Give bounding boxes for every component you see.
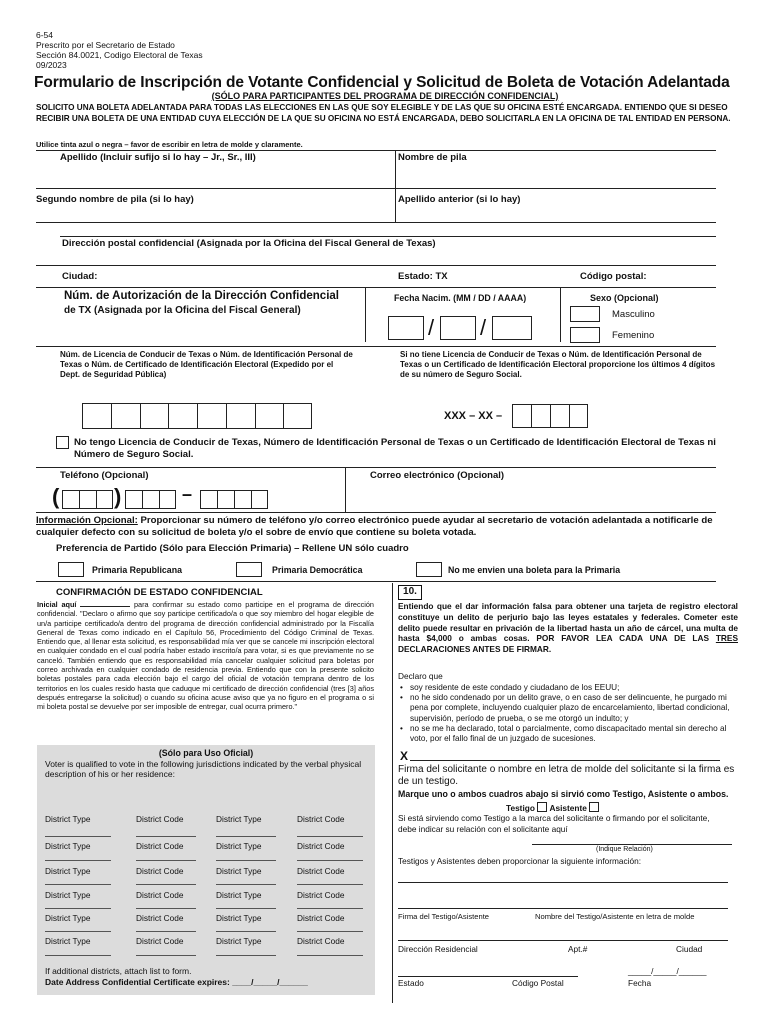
- relation-caption: (Indique Relación): [596, 846, 653, 853]
- section-10-number: 10.: [398, 585, 422, 600]
- male-label: Masculino: [612, 309, 655, 320]
- optional-info: Información Opcional: Proporcionar su número de teléfono y/o correo electrónico puede ayudar al secretario de votación adelantada a notificarle de cualquier defecto con su solicitud de boleta y/o el sobre de envío que contiene su boleta votada.: [36, 515, 713, 538]
- declaration-list: [400, 683, 738, 744]
- official-use-title: (Sólo para Uso Oficial): [158, 748, 254, 758]
- dob-year-box[interactable]: [492, 316, 532, 340]
- form-subtitle: (SÓLO PARA PARTICIPANTES DEL PROGRAMA DE DIRECCIÓN CONFIDENCIAL): [211, 91, 559, 101]
- assistant-checkbox[interactable]: [589, 802, 599, 812]
- perjury-warning: Entiendo que el dar información falsa para obtener una tarjeta de registro electoral constituye un delito de perjurio bajo las leyes estatales y federales. Cometer este delito puede resultar en privación de la libertad hasta un año de cárcel, una multa de hasta $4,000 o ambas cosas. POR FAVOR LEA CADA UNA DE LAS TRES DECLARACIONES ANTES DE FIRMAR.: [398, 601, 738, 655]
- attach-note: If additional districts, attach list to form.: [45, 966, 192, 976]
- last-name-label: Apellido (Incluir sufijo si lo hay – Jr., Sr., III): [60, 152, 256, 163]
- state-label: Estado: TX: [398, 271, 448, 282]
- request-statement: SOLICITO UNA BOLETA ADELANTADA PARA TODAS LAS ELECCIONES EN LAS QUE SOY ELEGIBLE Y DE LAS QUE SU OFICINA ESTÉ ENCARGADA. ENTIENDO QUE SI DESEO RECIBIR UNA BOLETA DE UNA ENTIDAD CUYA ELECCIÓN DE LA QUE SU OFICINA NO ESTÁ ENCARGADA, DEBO SOLICITARLA EN LA OFICINA DE TAL ENTIDAD EN PERSONA.: [36, 103, 731, 123]
- signature-x: X: [400, 749, 409, 763]
- dob-day-box[interactable]: [440, 316, 476, 340]
- residence-line[interactable]: [398, 940, 728, 941]
- auth-number-label-line2: de TX (Asignada por la Oficina del Fiscal General): [64, 305, 301, 316]
- witness-name-label: Nombre del Testigo/Asistente en letra de molde: [535, 912, 695, 921]
- no-id-label: No tengo Licencia de Conducir de Texas, Número de Identificación Personal de Texas o un Certificado de Identificación Electoral de Texas ni Número de Seguro Social.: [74, 437, 716, 460]
- democratic-checkbox[interactable]: [236, 562, 262, 577]
- relation-line[interactable]: [532, 844, 732, 845]
- city-label: Ciudad:: [62, 271, 98, 282]
- middle-name-label: Segundo nombre de pila (si lo hay): [36, 194, 194, 205]
- form-title: Formulario de Inscripción de Votante Confidencial y Solicitud de Boleta de Votación Adelantada: [34, 74, 730, 91]
- witness-signature-line[interactable]: [398, 908, 728, 909]
- declaration-item: • soy residente de este condado y ciudadano de los EEUU;: [400, 683, 738, 693]
- form-number: 6-54: [36, 30, 54, 40]
- first-name-label: Nombre de pila: [398, 152, 467, 163]
- form-date: 09/2023: [36, 60, 67, 70]
- witness-checkbox[interactable]: [537, 802, 547, 812]
- code-section: Sección 84.0021, Codigo Electoral de Texas: [36, 50, 203, 60]
- no-id-checkbox[interactable]: [56, 436, 69, 449]
- witness-info-label: Testigos y Asistentes deben proporcionar la siguiente información:: [398, 856, 642, 866]
- female-label: Femenino: [612, 330, 655, 341]
- residence-label: Dirección Residencial: [398, 944, 478, 954]
- no-primary-ballot-checkbox[interactable]: [416, 562, 442, 577]
- republican-checkbox[interactable]: [58, 562, 84, 577]
- state-zip-line[interactable]: [398, 976, 578, 977]
- prescribed-by: Prescrito por el Secretario de Estado: [36, 40, 175, 50]
- dl-number-boxes[interactable]: [82, 403, 312, 429]
- ssn-last4-boxes[interactable]: [512, 404, 588, 428]
- date-fill-line[interactable]: _____/_____/______: [628, 966, 707, 976]
- phone-area-boxes[interactable]: [62, 490, 113, 509]
- date-label: Fecha: [628, 978, 652, 988]
- declaration-item: • no he sido condenado por un delito grave, o en caso de ser delincuente, he purgado mi pena por complete, incluyendo cualquier plazo de encarcelamiento, libertad condicional, supervisión, período de prueba, o se me otorgó un indulto; y: [400, 693, 738, 724]
- initial-here-line[interactable]: [80, 600, 130, 607]
- female-checkbox[interactable]: [570, 327, 600, 343]
- signature-label: Firma del solicitante o nombre en letra de molde del solicitante si la firma es de un testigo.: [398, 764, 735, 787]
- state-residence-label: Estado: [398, 978, 424, 988]
- confirmation-text: Inicial aquí para confirmar su estado como participe en el programa de dirección confidencial. "Declaro o afirmo que soy participe certificado/a o que soy miembro del hogar elegible de un/a participe certificado/a dentro del programa de dirección confidencial administrado por la Fiscalía General de Texas como indicado en el Capítulo 56, Procedimiento del Código Criminal de Texas. Entiendo que, al llenar esta solicitud, es responsabilidad mía ver que se cancele mi inscripción electoral en cualquier condado en el cual podría haber estado inscrito/a para votar, si es que previamente no se canceló. También entiendo que es responsabilidad mía cancelar cualquier solicitud para boletas por correo archivada en cualquier condado de residencia previa. Entiendo que con la presente solicito boletas postales para cada elección bajo el cargo del oficial de votación temprana dentro de los territorios en los cuales resido hasta que caduque mi certificado de dirección confidencial (tres [3] años después entregarse la solicitud) o cuando su oficina acuse aviso que ya no figuro en el programa o si mi boleta postal se devuelve por ser imposible de entregar, cual ocurra primero.": [37, 600, 374, 712]
- ssn-prefix: XXX – XX –: [444, 410, 503, 422]
- witness-signature-label: Firma del Testigo/Asistente: [398, 912, 490, 921]
- dl-label: Núm. de Licencia de Conducir de Texas o Núm. de Identificación Personal de Texas o Núm. de Certificado de Identificación Electoral (Expedido por el Dept. de Seguridad Pública): [60, 350, 353, 379]
- former-last-name-label: Apellido anterior (si lo hay): [398, 194, 521, 205]
- sex-label: Sexo (Opcional): [590, 293, 659, 303]
- zip-label: Código postal:: [580, 271, 647, 282]
- dob-month-box[interactable]: [388, 316, 424, 340]
- assistant-label: Asistente: [549, 803, 587, 813]
- witness-line-1[interactable]: [398, 882, 728, 883]
- party-preference-label: Preferencia de Partido (Sólo para Elección Primaria) – Rellene UN sólo cuadro: [56, 543, 409, 554]
- certificate-expiry: Date Address Confidential Certificate expires: ____/_____/______: [45, 977, 308, 987]
- dob-label: Fecha Nacim. (MM / DD / AAAA): [394, 293, 527, 303]
- apt-label: Apt.#: [568, 944, 588, 954]
- phone-prefix-boxes[interactable]: [125, 490, 176, 509]
- signature-line[interactable]: [410, 760, 720, 761]
- witness-assistant-instruction: Marque uno o ambos cuadros abajo si sirvió como Testigo, Asistente o ambos.: [398, 789, 729, 799]
- phone-line-boxes[interactable]: [200, 490, 268, 509]
- zip-residence-label: Código Postal: [512, 978, 564, 988]
- confirmation-title: CONFIRMACIÓN DE ESTADO CONFIDENCIAL: [56, 587, 263, 598]
- male-checkbox[interactable]: [570, 306, 600, 322]
- city-residence-label: Ciudad: [676, 944, 703, 954]
- ink-instruction: Utilice tinta azul o negra – favor de escribir en letra de molde y claramente.: [36, 140, 303, 149]
- ssn-label: Si no tiene Licencia de Conducir de Texas o Núm. de Identificación Personal de Texas o un Certificado de Identificación Electoral proporcione los últimos 4 dígitos de su número de Seguro Social.: [400, 350, 716, 379]
- relation-text: Si está sirviendo como Testigo a la marca del solicitante o firmando por el solicitante, debe indicar su relación con el solicitante aquí: [398, 813, 710, 834]
- democratic-label: Primaria Democrática: [272, 565, 363, 575]
- declaration-item: • no se me ha declarado, total o parcialmente, como discapacitado mental sin derecho al voto, por el fallo final de un juzgado de sucesiones.: [400, 724, 738, 744]
- phone-label: Teléfono (Opcional): [60, 470, 149, 481]
- no-primary-ballot-label: No me envien una boleta para la Primaria: [448, 565, 621, 575]
- declare-intro: Declaro que: [398, 671, 443, 681]
- mailing-address-label: Dirección postal confidencial (Asignada por la Oficina del Fiscal General de Texas): [62, 238, 436, 249]
- official-intro: Voter is qualified to vote in the following jurisdictions indicated by the verbal physical description of his or her residence:: [45, 759, 362, 780]
- email-label: Correo electrónico (Opcional): [370, 470, 505, 481]
- auth-number-label: Núm. de Autorización de la Dirección Confidencial: [64, 290, 339, 302]
- witness-label: Testigo: [506, 803, 535, 813]
- form-header: [36, 30, 203, 70]
- republican-label: Primaria Republicana: [92, 565, 182, 575]
